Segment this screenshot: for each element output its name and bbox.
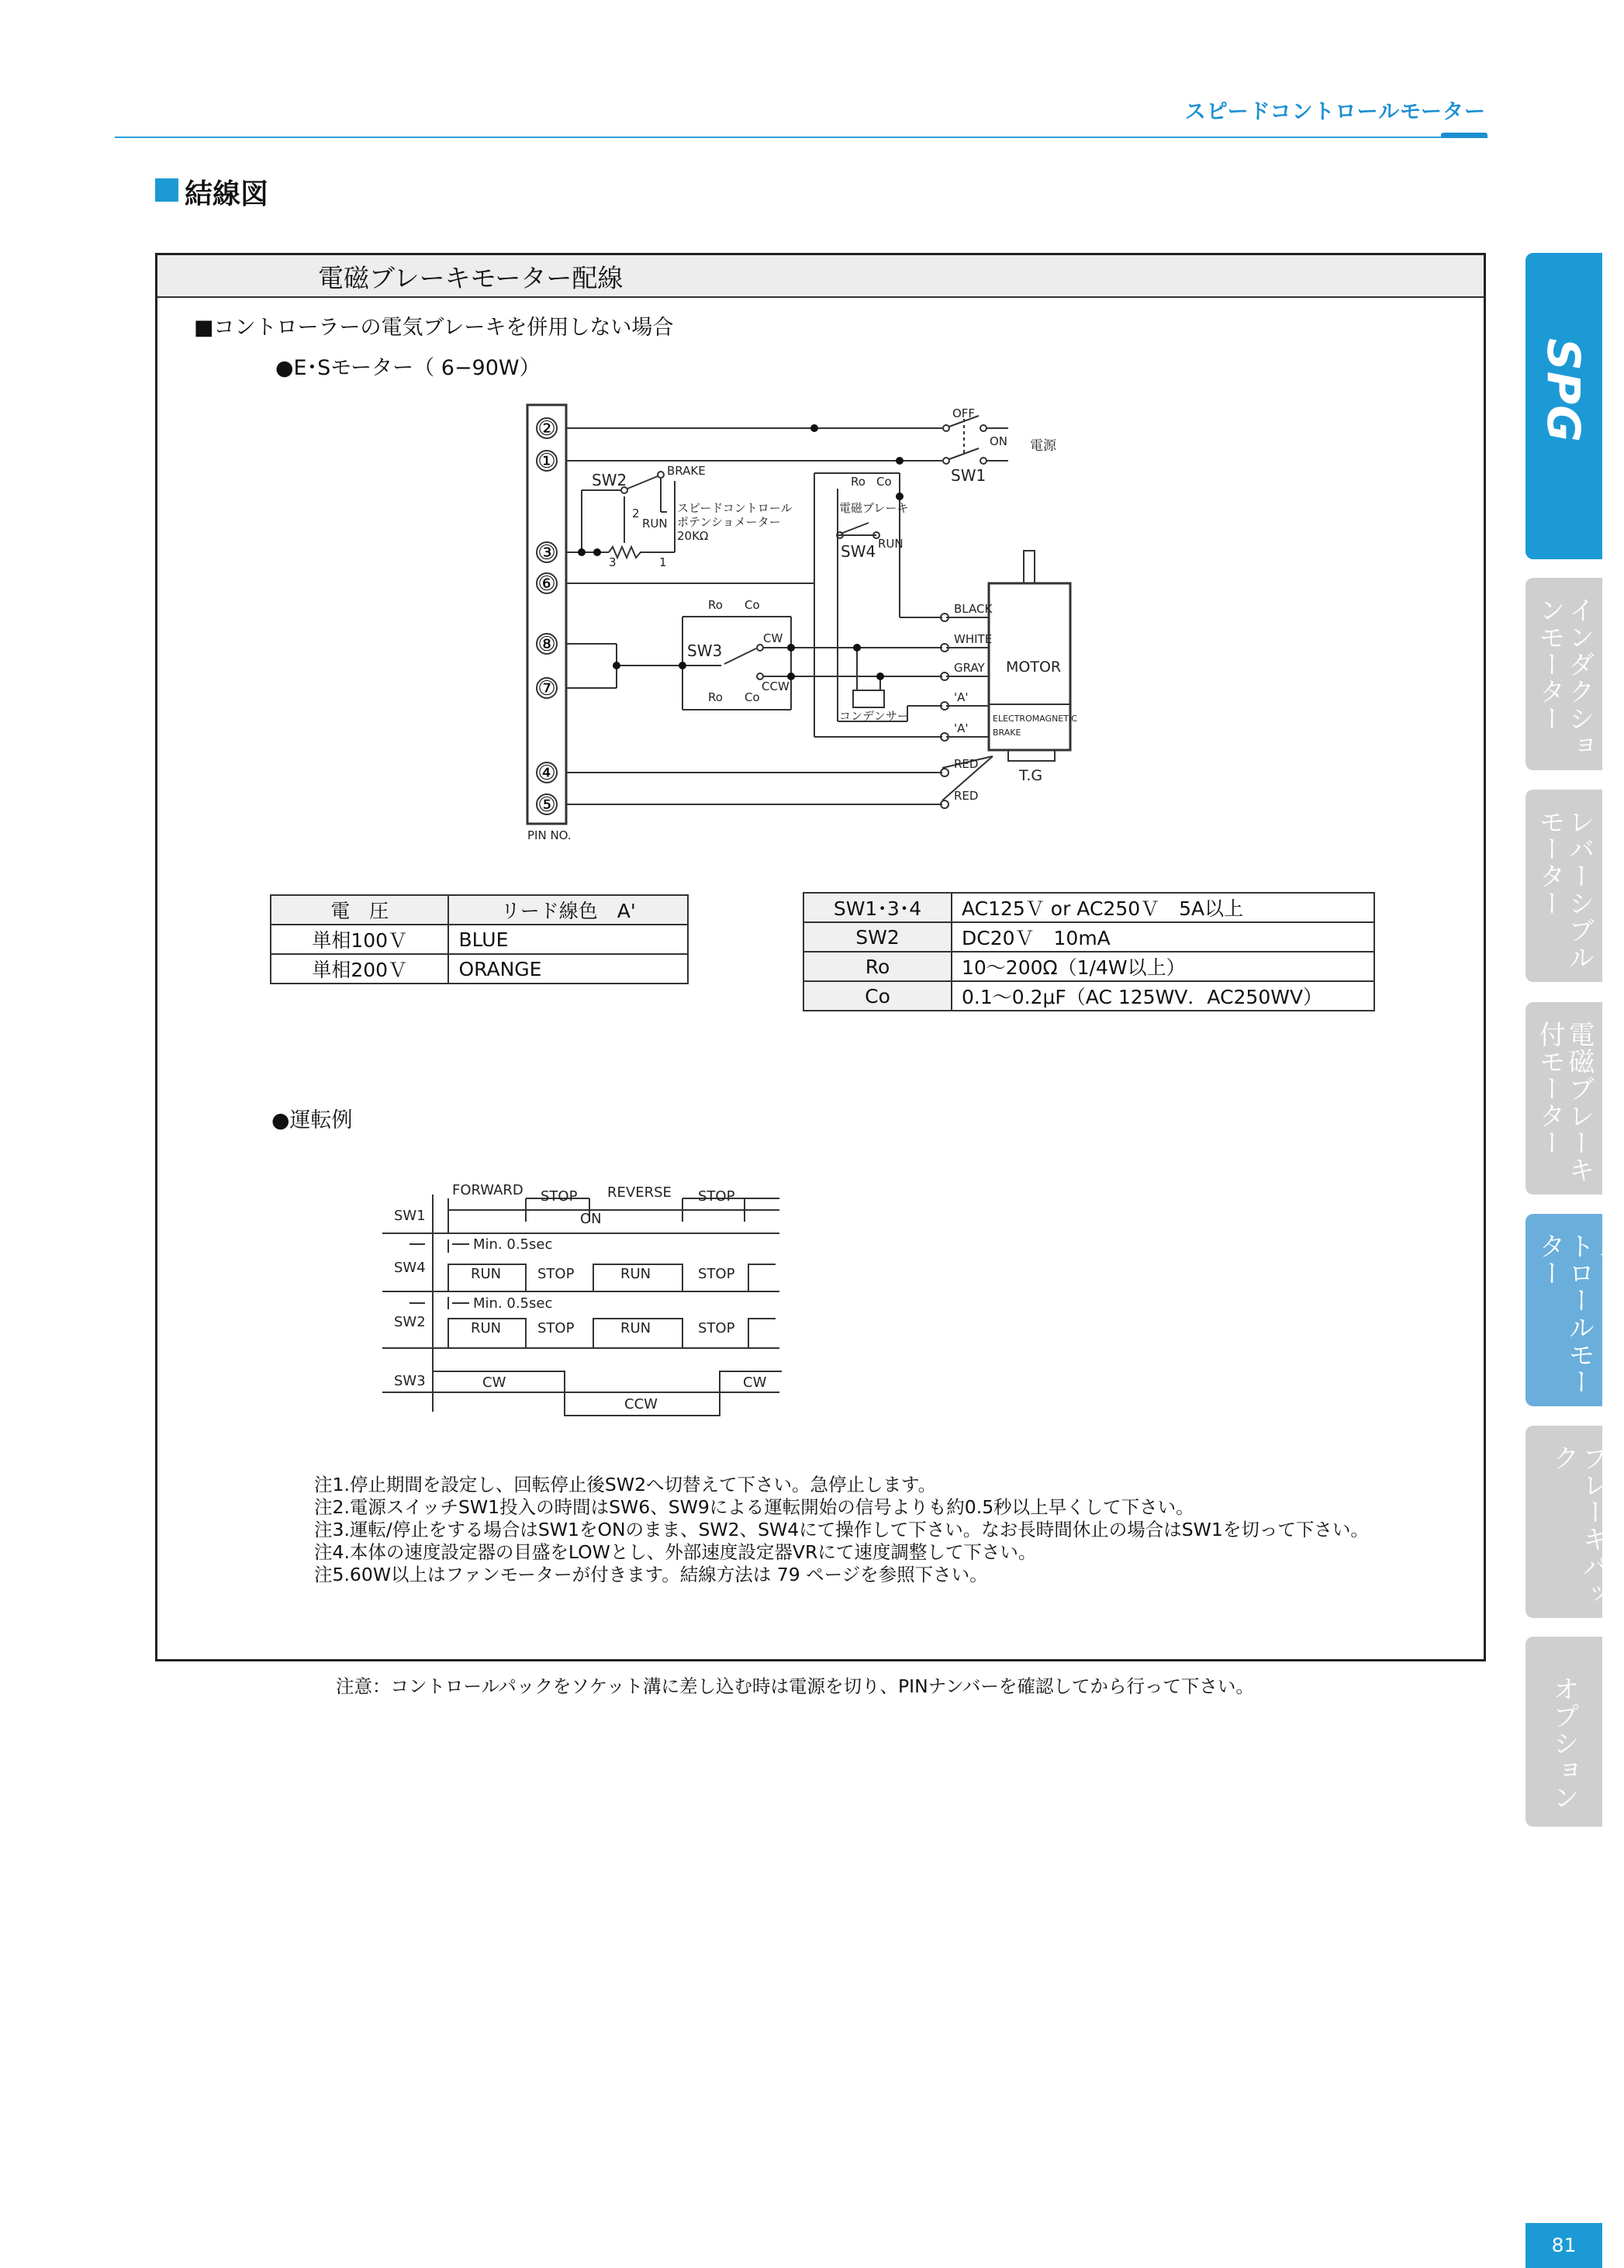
tab-speed-control-label: スピードコントロールモーター — [1534, 1233, 1624, 1395]
timing-sw1-label: SW1 — [394, 1208, 426, 1224]
em-label-2: BRAKE — [993, 728, 1021, 738]
spec-key-cell: SW2 — [803, 922, 952, 952]
pot-pin-1: 1 — [659, 555, 667, 569]
sw4-stop-2: STOP — [698, 1266, 735, 1282]
pot-pin-2: 2 — [632, 506, 640, 520]
brake-label: BRAKE — [667, 464, 706, 478]
tab-reversible-label: レバーシブルモーター — [1534, 808, 1595, 971]
mag-brake-label: 電磁ブレーキ — [839, 501, 909, 515]
pin-2: ② — [537, 417, 556, 441]
red-label-2: RED — [954, 789, 979, 803]
timing-sw4-label: SW4 — [394, 1260, 426, 1276]
stop-label-1: STOP — [541, 1188, 578, 1205]
pin-3: ③ — [537, 541, 556, 565]
motor-label: MOTOR — [1006, 659, 1062, 676]
color-cell: BLUE — [448, 925, 688, 954]
tab-brake-pack-label: ブレーキパック — [1548, 1444, 1608, 1607]
tab-option[interactable] — [1526, 1637, 1602, 1827]
section-title: 結線図 — [185, 178, 269, 210]
notes — [314, 1474, 1369, 1586]
note-2: 注2.電源スイッチSW1投入の時間はSW6、SW9による運転開始の信号よりも約0.5秒以上早くして下さい。 — [314, 1496, 1194, 1518]
sw4-run-1: RUN — [471, 1266, 502, 1282]
timing-sw3-label: SW3 — [394, 1373, 426, 1389]
ro-label: Ro — [851, 475, 866, 489]
sw3-ro2-label: Ro — [708, 690, 723, 704]
spec-key-cell: Co — [803, 981, 952, 1011]
sw3-label: SW3 — [687, 641, 723, 660]
run-label: RUN — [642, 517, 668, 531]
tab-induction-label: インダクションモーター — [1534, 596, 1595, 759]
spec-value-cell: DC20Ｖ 10mA — [952, 922, 1374, 952]
note-3: 注3.運転/停止をする場合はSW1をONのまま、SW2、SW4にて操作して下さい。なお長時間休止の場合はSW1を切って下さい。 — [314, 1519, 1369, 1540]
pot-label-3: 20KΩ — [677, 529, 709, 543]
sw2-run-1: RUN — [471, 1320, 502, 1336]
sw2-run-2: RUN — [620, 1320, 651, 1336]
sw4-label: SW4 — [841, 542, 876, 561]
timing-sw2-label: SW2 — [394, 1314, 426, 1330]
sw2-label: SW2 — [592, 471, 627, 489]
pin-no-label: PIN NO. — [527, 828, 572, 842]
on-label: ON — [990, 434, 1008, 448]
tab-brake-motor-label: 電磁ブレーキ付モーター — [1534, 1021, 1595, 1184]
pin-6: ⑥ — [537, 572, 556, 596]
spec-value-cell: 0.1〜0.2μF（AC 125WV．AC250WV） — [952, 981, 1374, 1011]
pin-7: ⑦ — [537, 677, 556, 700]
sw3-co-label: Co — [745, 598, 760, 612]
sw3-ro-label: Ro — [708, 598, 723, 612]
tg-label: T.G — [1019, 767, 1043, 784]
em-label-1: ELECTROMAGNETIC — [993, 714, 1077, 724]
sw4-run-2: RUN — [620, 1266, 651, 1282]
operation-title: ●運転例 — [271, 1108, 353, 1132]
spec-key-cell: Ro — [803, 952, 952, 981]
page-number: 81 — [1551, 2234, 1577, 2256]
forward-label: FORWARD — [452, 1182, 523, 1198]
lead-color-header: リード線色 A' — [448, 895, 688, 925]
a-label-2: 'A' — [954, 721, 969, 735]
spec-key-cell: SW1･3･4 — [803, 893, 952, 922]
tab-brake-pack[interactable] — [1526, 1426, 1608, 1618]
note-4: 注4.本体の速度設定器の目盛をLOWとし、外部速度設定器VRにて速度調整して下さい。 — [314, 1541, 1037, 1563]
color-cell: ORANGE — [448, 954, 688, 984]
white-label: WHITE — [954, 632, 993, 646]
condenser-label: コンデンサー — [839, 709, 909, 723]
tab-option-label: オプション — [1548, 1675, 1579, 1811]
pot-label-1: スピードコントロール — [677, 501, 793, 515]
voltage-cell: 単相100Ｖ — [271, 925, 448, 954]
pin-5: ⑤ — [537, 793, 556, 817]
spec-value-cell: 10〜200Ω（1/4W以上） — [952, 952, 1374, 981]
power-label: 電源 — [1030, 438, 1056, 454]
sw3-cw-2: CW — [743, 1374, 767, 1391]
caution-text: 注意：コントロールパックをソケット溝に差し込む時は電源を切り、PINナンバーを確認してから行って下さい。 — [336, 1675, 1254, 1697]
spec-value-cell: AC125Ｖ or AC250Ｖ 5A以上 — [952, 893, 1374, 922]
sw2-stop-2: STOP — [698, 1320, 735, 1336]
co-label: Co — [876, 475, 892, 489]
header-title: スピードコントロールモーター — [1184, 100, 1486, 124]
tab-brake-motor[interactable] — [1526, 1002, 1602, 1195]
subtitle-es-motor: ●E･Sモーター（ 6−90W） — [275, 356, 541, 380]
black-label: BLACK — [954, 602, 993, 616]
tab-spg-label: SPG — [1537, 338, 1590, 443]
subtitle-no-electric-brake: ■コントローラーの電気ブレーキを併用しない場合 — [194, 316, 674, 340]
tab-spg[interactable] — [1526, 253, 1602, 559]
note-5: 注5.60W以上はファンモーターが付きます。結線方法は 79 ページを参照下さい。 — [314, 1564, 988, 1585]
pot-label-2: ポテンショメーター — [677, 515, 781, 529]
tab-reversible-motor[interactable] — [1526, 790, 1602, 982]
gray-label: GRAY — [954, 661, 985, 675]
tab-induction-motor[interactable] — [1526, 578, 1602, 770]
voltage-header: 電 圧 — [271, 895, 448, 925]
wiring-box-title: 電磁ブレーキモーター配線 — [318, 263, 624, 293]
sw1-label: SW1 — [951, 466, 986, 485]
note-1: 注1.停止期間を設定し、回転停止後SW2へ切替えて下さい。急停止します。 — [314, 1474, 937, 1495]
a-label-1: 'A' — [954, 690, 969, 704]
sw2-stop-1: STOP — [537, 1320, 575, 1336]
stop-label-2: STOP — [698, 1188, 735, 1205]
reverse-label: REVERSE — [607, 1184, 672, 1201]
pin-8: ⑧ — [537, 633, 556, 656]
cw-label: CW — [763, 631, 783, 645]
sw3-co2-label: Co — [745, 690, 760, 704]
pin-1: ① — [537, 450, 556, 473]
pin-4: ④ — [537, 762, 556, 785]
voltage-cell: 単相200Ｖ — [271, 954, 448, 984]
pot-pin-3: 3 — [609, 555, 617, 569]
sw3-ccw: CCW — [624, 1396, 658, 1412]
sw4-run-label: RUN — [878, 537, 904, 551]
sw4-stop-1: STOP — [537, 1266, 575, 1282]
sw3-cw-1: CW — [482, 1374, 506, 1391]
off-label: OFF — [952, 406, 976, 420]
red-label-1: RED — [954, 757, 979, 771]
sw1-on-label: ON — [580, 1211, 602, 1227]
min-label-2: Min. 0.5sec — [473, 1295, 553, 1312]
min-label-1: Min. 0.5sec — [473, 1236, 553, 1253]
tab-speed-control-motor[interactable] — [1526, 1214, 1624, 1406]
ccw-label: CCW — [762, 679, 790, 693]
